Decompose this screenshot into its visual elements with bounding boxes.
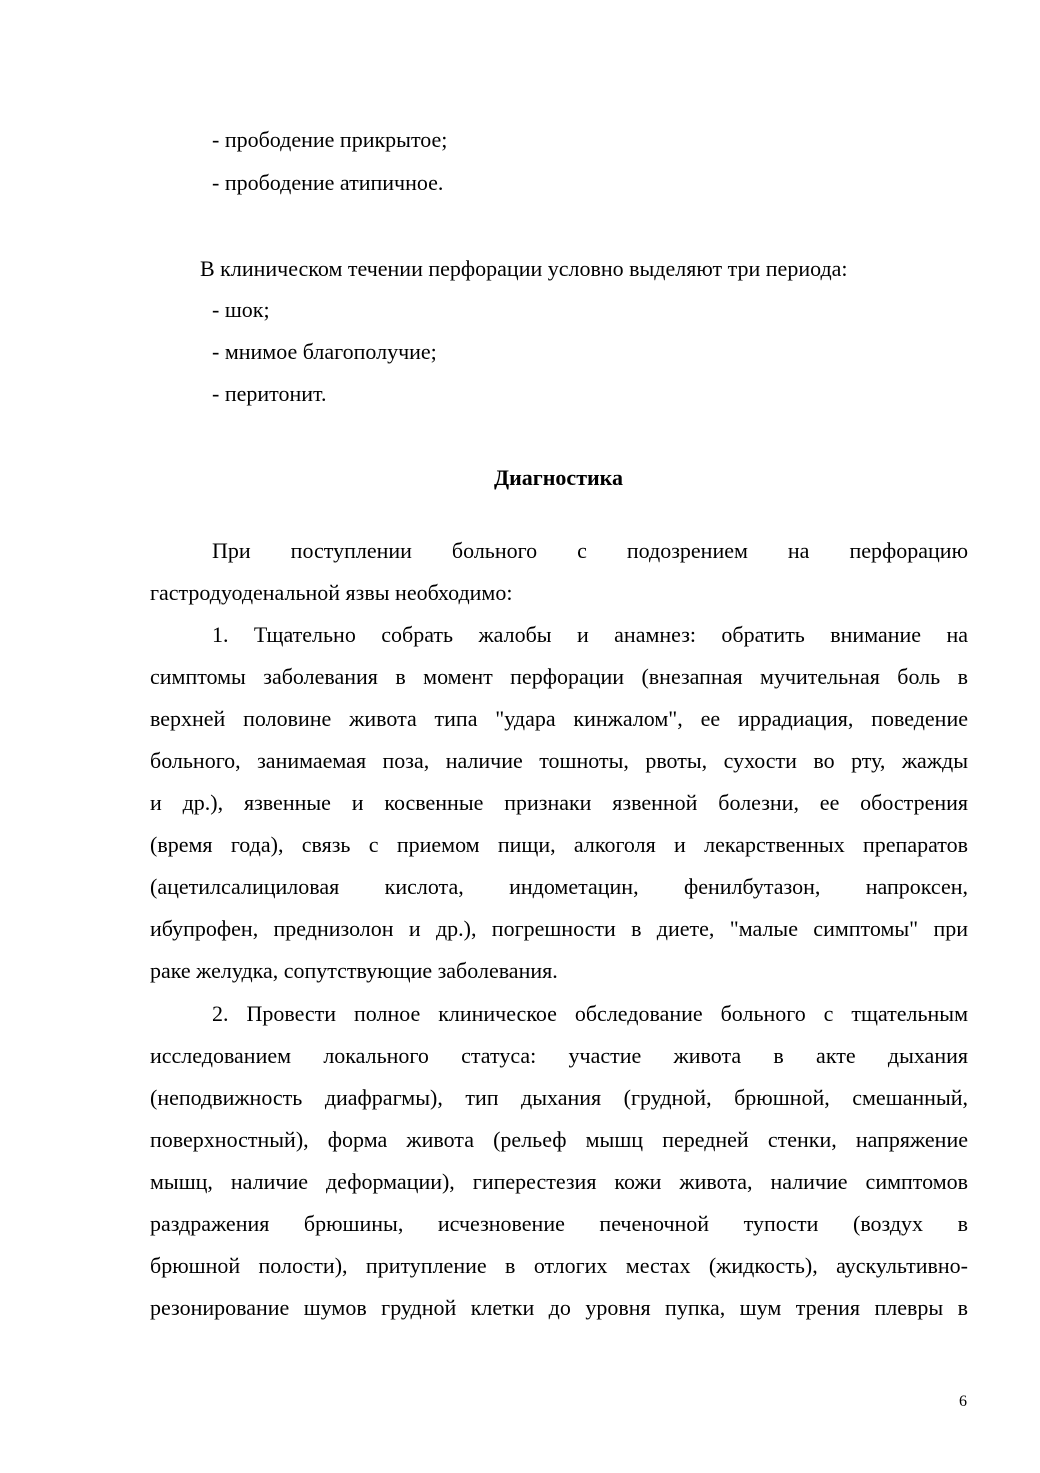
paragraph-line: раздражения брюшины, исчезновение печеночной тупости (воздух в xyxy=(150,1211,968,1236)
section-heading: Диагностика xyxy=(493,465,624,490)
paragraph-line: 1. Тщательно собрать жалобы и анамнез: обратить внимание на xyxy=(212,622,968,647)
paragraph-line: (неподвижность диафрагмы), тип дыхания (грудной, брюшной, смешанный, xyxy=(150,1085,968,1110)
paragraph-line: (время года), связь с приемом пищи, алкоголя и лекарственных препаратов xyxy=(150,832,968,857)
paragraph-line: резонирование шумов грудной клетки до уровня пупка, шум трения плевры в xyxy=(150,1295,968,1320)
paragraph-line: исследованием локального статуса: участие живота в акте дыхания xyxy=(150,1043,968,1068)
paragraph-line: брюшной полости), притупление в отлогих местах (жидкость), аускультивно- xyxy=(150,1253,968,1278)
paragraph-line: (ацетилсалициловая кислота, индометацин, фенилбутазон, напроксен, xyxy=(150,874,968,899)
paragraph-line: раке желудка, сопутствующие заболевания. xyxy=(150,958,558,983)
list-item: - шок; xyxy=(212,297,270,322)
list-item: - мнимое благополучие; xyxy=(212,339,437,364)
page-number: 6 xyxy=(959,1393,967,1410)
paragraph-line: верхней половине живота типа "удара кинжалом", ее иррадиация, поведение xyxy=(150,706,968,731)
paragraph-line: 2. Провести полное клиническое обследование больного с тщательным xyxy=(212,1001,968,1026)
paragraph-line: гастродуоденальной язвы необходимо: xyxy=(150,580,513,605)
paragraph-line: В клиническом течении перфорации условно выделяют три периода: xyxy=(200,256,848,281)
paragraph-line: При поступлении больного с подозрением на перфорацию xyxy=(212,538,968,563)
paragraph-line: мышц, наличие деформации), гиперестезия кожи живота, наличие симптомов xyxy=(150,1169,968,1194)
list-item: - прободение прикрытое; xyxy=(212,127,448,152)
paragraph-line: больного, занимаемая поза, наличие тошноты, рвоты, сухости во рту, жажды xyxy=(150,748,968,773)
paragraph-line: симптомы заболевания в момент перфорации (внезапная мучительная боль в xyxy=(150,664,968,689)
paragraph-line: поверхностный), форма живота (рельеф мышц передней стенки, напряжение xyxy=(150,1127,968,1152)
list-item: - перитонит. xyxy=(212,381,327,406)
paragraph-line: и др.), язвенные и косвенные признаки язвенной болезни, ее обострения xyxy=(150,790,968,815)
paragraph-line: ибупрофен, преднизолон и др.), погрешности в диете, "малые симптомы" при xyxy=(150,916,968,941)
list-item: - прободение атипичное. xyxy=(212,170,444,195)
